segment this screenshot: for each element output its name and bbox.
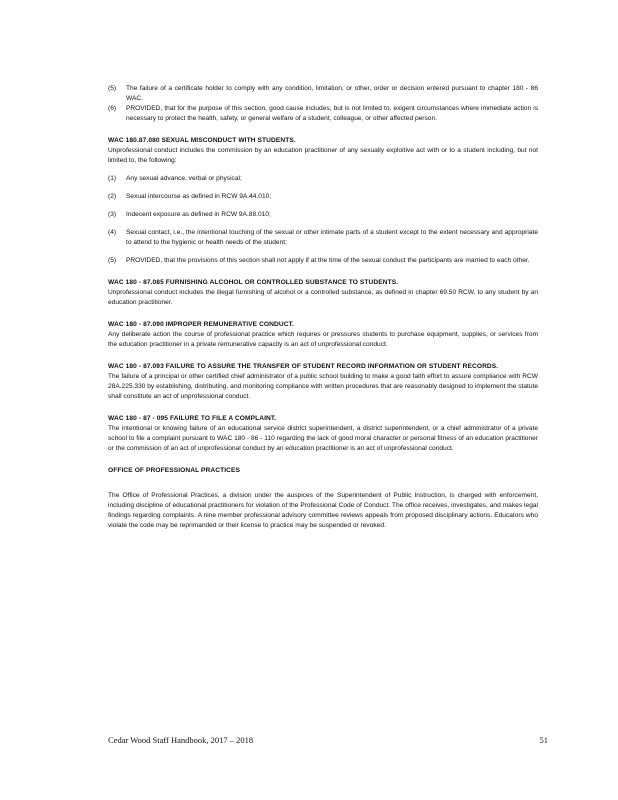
item-number: (6) (108, 105, 117, 112)
section-text: Unprofessional conduct includes the illegal furnishing of alcohol or a controlled substance, as defined in chapter 69.50 RCW, to any student by an education practitioner. (108, 289, 538, 306)
item-number: (1) (108, 175, 117, 182)
section-text: The Office of Professional Practices, a division under the auspices of the Superintendent of Public Instruction, is charged with enforcement, including discipline of educational practitioners for violation of the Professional Code of Conduct. The office receives, investigates, and makes legal findings regarding complaints. A nine member professional advisory committee reviews appeals from proposed disciplinary actions. Educators who violate the code may be reprimanded or their license to practice may be suspended or revoked. (108, 492, 538, 529)
item-text: Sexual contact, i.e., the intentional touching of the sexual or other intimate parts of a student except to the extent necessary and appropriate to attend to the hygienic or health needs of the student; (126, 229, 538, 246)
list-item (108, 256, 538, 266)
list-item (108, 104, 538, 124)
section-intro: Unprofessional conduct includes the commission by an education practitioner of any sexually exploitive act with or to a student including, but not limited to, the following: (108, 147, 538, 164)
section-heading-complaint: WAC 180 - 87 - 095 FAILURE TO FILE A COMPLAINT. (108, 415, 277, 422)
item-text: PROVIDED, that the provisions of this section shall not apply if at the time of the sexual conduct the participants are married to each other. (126, 257, 530, 264)
list-item (108, 210, 538, 220)
section-heading-remunerative: WAC 180 - 87.090 IMPROPER REMUNERATIVE CONDUCT. (108, 321, 294, 328)
footer-handbook-title: Cedar Wood Staff Handbook, 2017 – 2018 (108, 735, 254, 745)
section-text: Any deliberate action the course of professional practice which requires or pressures students to purchase equipment, supplies, or services from the education practitioner in a private remunerative capacity is an act of unprofessional conduct. (108, 331, 538, 348)
page-number: 51 (539, 735, 548, 745)
section-text: The failure of a principal or other certified chief administrator of a public school building to make a good faith effort to assure compliance with RCW 28A.225.330 by establishing, distributing, and monitoring compliance with written procedures that are reasonably designed to implement the statute shall constitute an act of unprofessional conduct. (108, 373, 538, 400)
item-text: The failure of a certificate holder to comply with any condition, limitation, or other, order or decision entered pursuant to chapter 180 - 86 WAC. (126, 85, 538, 102)
section-heading-alcohol: WAC 180 - 87.085 FURNISHING ALCOHOL OR CONTROLLED SUBSTANCE TO STUDENTS. (108, 279, 399, 286)
item-number: (5) (108, 257, 117, 264)
item-text: Sexual intercourse as defined in RCW 9A.44.010; (126, 193, 272, 200)
item-number: (4) (108, 229, 117, 236)
section-heading-records: WAC 180 - 87.093 FAILURE TO ASSURE THE TRANSFER OF STUDENT RECORD INFORMATION OR STUDENT RECORDS. (108, 363, 499, 370)
section-heading-sexual-misconduct: WAC 180.87.080 SEXUAL MISCONDUCT WITH STUDENTS. (108, 137, 296, 144)
item-text: Indecent exposure as defined in RCW 9A.88.010; (126, 211, 271, 218)
section-heading-office: OFFICE OF PROFESSIONAL PRACTICES (108, 467, 241, 474)
list-item (108, 228, 538, 248)
page-footer (108, 735, 548, 745)
item-text: PROVIDED, that for the purpose of this section, good cause includes, but is not limited to, exigent circumstances where immediate action is necessary to protect the health, safety, or general welfare of a student, colleague, or other affected person. (126, 105, 538, 122)
section-text: The intentional or knowing failure of an educational service district superintendent, a district superintendent, or a chief administrator of a private school to file a complaint pursuant to WAC 180 - 86 - 110 regarding the lack of good moral character or personal fitness of an education practitioner or the commission of an act of unprofessional conduct by an education practitioner is an act of unprofessional conduct. (108, 425, 538, 452)
item-number: (3) (108, 211, 117, 218)
list-item (108, 84, 538, 104)
item-number: (5) (108, 85, 117, 92)
item-number: (2) (108, 193, 117, 200)
page-content (108, 84, 538, 531)
list-item (108, 174, 538, 184)
list-item (108, 192, 538, 202)
item-text: Any sexual advance, verbal or physical; (126, 175, 242, 182)
